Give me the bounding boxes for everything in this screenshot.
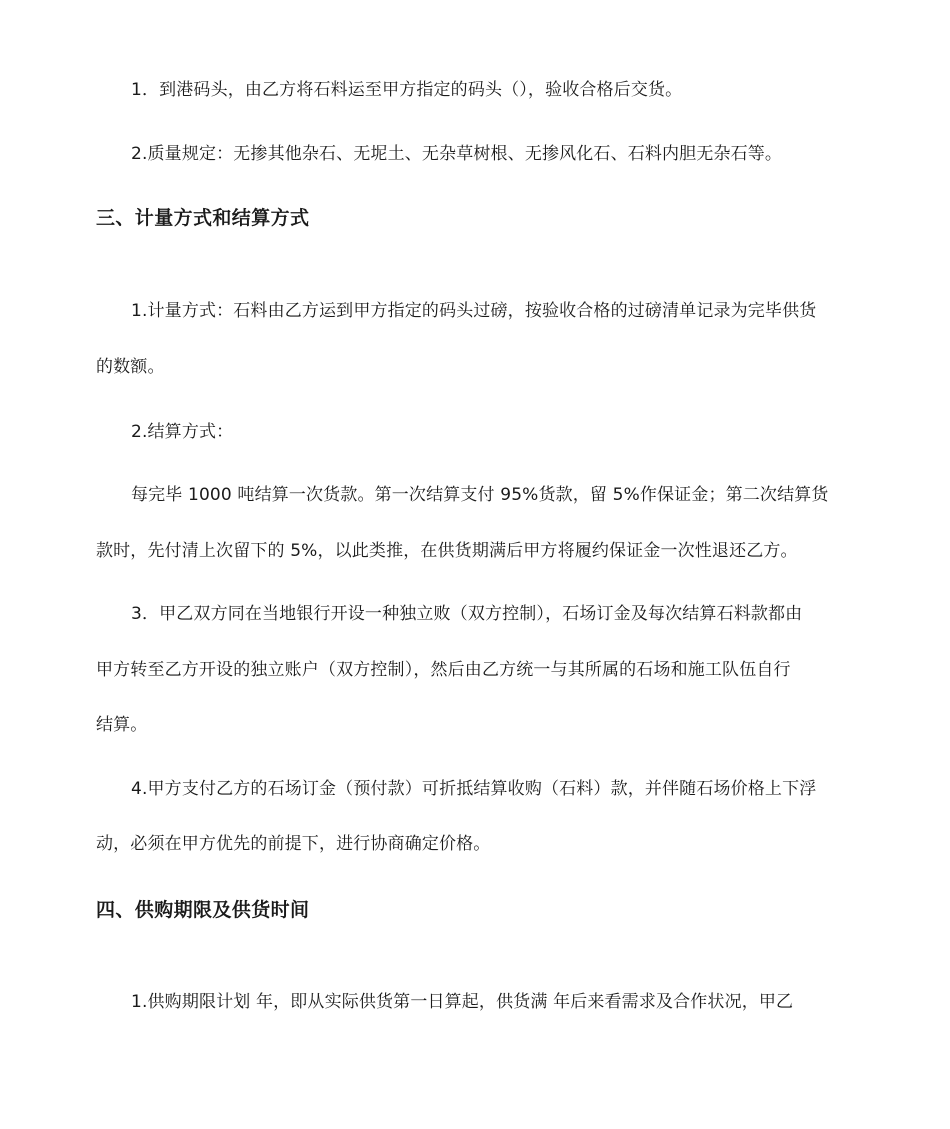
paragraph-account-line-3: 结算。 — [96, 715, 148, 735]
paragraph-supply-period-line-1: 1.供购期限计划 年，即从实际供货第一日算起，供货满 年后来看需求及合作状况，甲乙 — [131, 992, 794, 1012]
section-heading-measurement-settlement: 三、计量方式和结算方式 — [96, 207, 310, 229]
paragraph-deposit-line-1: 4.甲方支付乙方的石场订金（预付款）可折抵结算收购（石料）款，并伴随石场价格上下浮 — [131, 779, 817, 799]
section-heading-supply-period: 四、供购期限及供货时间 — [96, 899, 310, 921]
paragraph-deposit-line-2: 动，必须在甲方优先的前提下，进行协商确定价格。 — [96, 834, 491, 854]
paragraph-delivery: 1．到港码头，由乙方将石料运至甲方指定的码头（），验收合格后交货。 — [131, 80, 683, 100]
paragraph-settlement-line-2: 款时，先付清上次留下的 5%，以此类推，在供货期满后甲方将履约保证金一次性退还乙方。 — [96, 541, 798, 561]
paragraph-measurement-line-2: 的数额。 — [96, 357, 165, 377]
paragraph-settlement-line-1: 每完毕 1000 吨结算一次货款。第一次结算支付 95%货款，留 5%作保证金；第二次结算货 — [131, 485, 829, 505]
paragraph-settlement-title: 2.结算方式： — [131, 422, 234, 442]
paragraph-measurement-line-1: 1.计量方式：石料由乙方运到甲方指定的码头过磅，按验收合格的过磅清单记录为完毕供货 — [131, 301, 817, 321]
paragraph-quality: 2.质量规定：无掺其他杂石、无坭土、无杂草树根、无掺风化石、石料内胆无杂石等。 — [131, 144, 783, 164]
paragraph-account-line-2: 甲方转至乙方开设的独立账户（双方控制），然后由乙方统一与其所属的石场和施工队伍自行 — [96, 660, 791, 680]
paragraph-account-line-1: 3．甲乙双方同在当地银行开设一种独立败（双方控制），石场订金及每次结算石料款都由 — [131, 604, 803, 624]
